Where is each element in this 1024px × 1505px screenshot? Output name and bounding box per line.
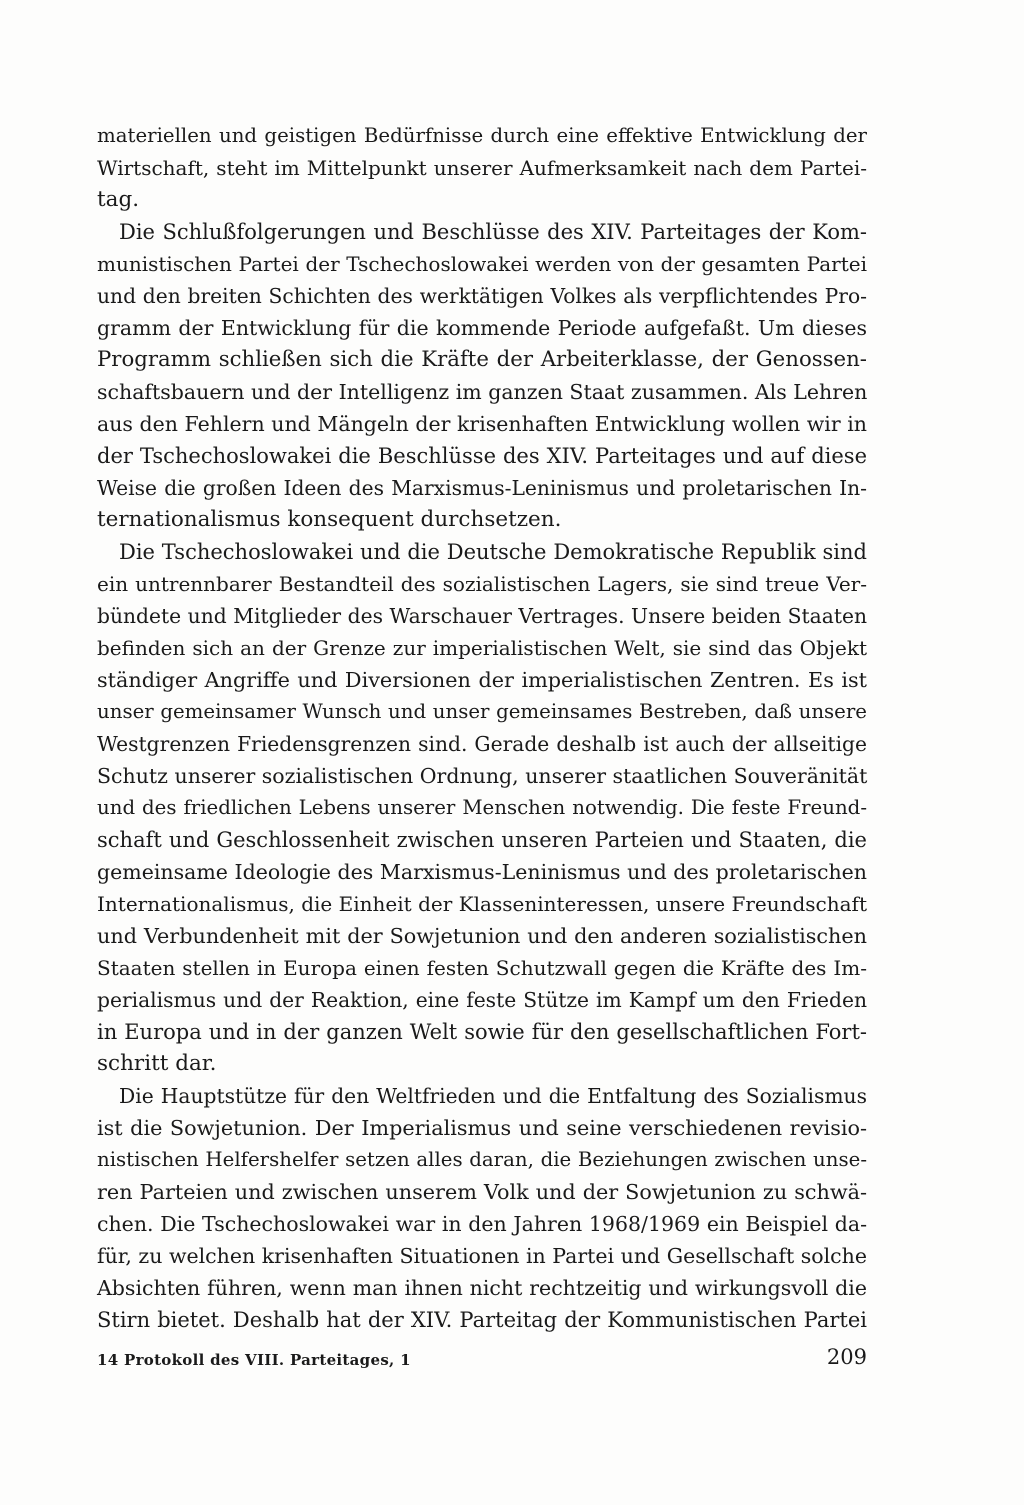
text-line: tag. (97, 187, 140, 212)
text-line: gramm der Entwicklung für die kommende Periode aufgefaßt. Um dieses (97, 316, 867, 340)
text-line: schritt dar. (97, 1051, 217, 1076)
text-line: chen. Die Tschechoslowakei war in den Jahren 1968/1969 ein Beispiel da- (97, 1212, 867, 1236)
text-line: schaftsbauern und der Intelligenz im ganzen Staat zusammen. Als Lehren (97, 380, 868, 404)
text-line: ein untrennbarer Bestandteil des sozialistischen Lagers, sie sind treue Ver- (97, 572, 867, 596)
text-line: Westgrenzen Friedensgrenzen sind. Gerade deshalb ist auch der allseitige (97, 732, 867, 756)
text-line: Programm schließen sich die Kräfte der Arbeiterklasse, der Genossen- (97, 347, 867, 372)
text-line: ständiger Angriffe und Diversionen der imperialistischen Zentren. Es ist (97, 668, 867, 692)
text-line: materiellen und geistigen Bedürfnisse durch eine effektive Entwicklung der (97, 124, 867, 147)
text-line: perialismus und der Reaktion, eine feste Stütze im Kampf um den Frieden (97, 988, 867, 1012)
text-line: Absichten führen, wenn man ihnen nicht rechtzeitig und wirkungsvoll die (97, 1276, 867, 1300)
text-line: ren Parteien und zwischen unserem Volk und der Sowjetunion zu schwä- (97, 1180, 867, 1204)
text-line: unser gemeinsamer Wunsch und unser gemeinsames Bestreben, daß unsere (97, 700, 867, 723)
text-line: in Europa und in der ganzen Welt sowie für den gesellschaftlichen Fort- (97, 1020, 867, 1044)
text-line: und Verbundenheit mit der Sowjetunion und den anderen sozialistischen (97, 924, 867, 948)
text-line: gemeinsame Ideologie des Marxismus-Leninismus und des proletarischen (97, 860, 867, 884)
text-line: bündete und Mitglieder des Warschauer Vertrages. Unsere beiden Staaten (97, 604, 867, 628)
page-footer (97, 1345, 867, 1375)
text-line: und den breiten Schichten des werktätigen Volkes als verpflichtendes Pro- (97, 284, 867, 308)
text-line: aus den Fehlern und Mängeln der krisenhaften Entwicklung wollen wir in (97, 412, 867, 436)
text-line: Stirn bietet. Deshalb hat der XIV. Parteitag der Kommunistischen Partei (97, 1308, 867, 1332)
text-line: Staaten stellen in Europa einen festen Schutzwall gegen die Kräfte des Im- (97, 956, 867, 980)
text-line: Die Tschechoslowakei und die Deutsche Demokratische Republik sind (119, 540, 867, 564)
text-line: Schutz unserer sozialistischen Ordnung, unserer staatlichen Souveränität (97, 764, 868, 788)
text-line: für, zu welchen krisenhaften Situationen in Partei und Gesellschaft solche (97, 1244, 867, 1268)
text-line: befinden sich an der Grenze zur imperialistischen Welt, sie sind das Objekt (97, 636, 867, 660)
signature-mark: 14 Protokoll des VIII. Parteitages, 1 (97, 1351, 411, 1369)
page-number: 209 (826, 1345, 867, 1369)
text-line: Die Hauptstütze für den Weltfrieden und die Entfaltung des Sozialismus (119, 1084, 867, 1108)
text-line: nistischen Helfershelfer setzen alles daran, die Beziehungen zwischen unse- (97, 1148, 867, 1171)
text-line: Weise die großen Ideen des Marxismus-Leninismus und proletarischen In- (97, 476, 867, 500)
text-line: ternationalismus konsequent durchsetzen. (97, 507, 562, 532)
text-line: munistischen Partei der Tschechoslowakei werden von der gesamten Partei (97, 252, 867, 276)
text-line: schaft und Geschlossenheit zwischen unseren Parteien und Staaten, die (97, 828, 867, 852)
body-text (97, 120, 867, 1336)
text-line: ist die Sowjetunion. Der Imperialismus und seine verschiedenen revisio- (97, 1116, 867, 1140)
text-line: der Tschechoslowakei die Beschlüsse des XIV. Parteitages und auf diese (97, 444, 867, 468)
text-line: und des friedlichen Lebens unserer Menschen notwendig. Die feste Freund- (97, 796, 867, 819)
text-line: Die Schlußfolgerungen und Beschlüsse des XIV. Parteitages der Kom- (119, 220, 867, 244)
text-line: Internationalismus, die Einheit der Klasseninteressen, unsere Freundschaft (97, 892, 867, 916)
text-line: Wirtschaft, steht im Mittelpunkt unserer Aufmerksamkeit nach dem Partei- (97, 156, 867, 180)
